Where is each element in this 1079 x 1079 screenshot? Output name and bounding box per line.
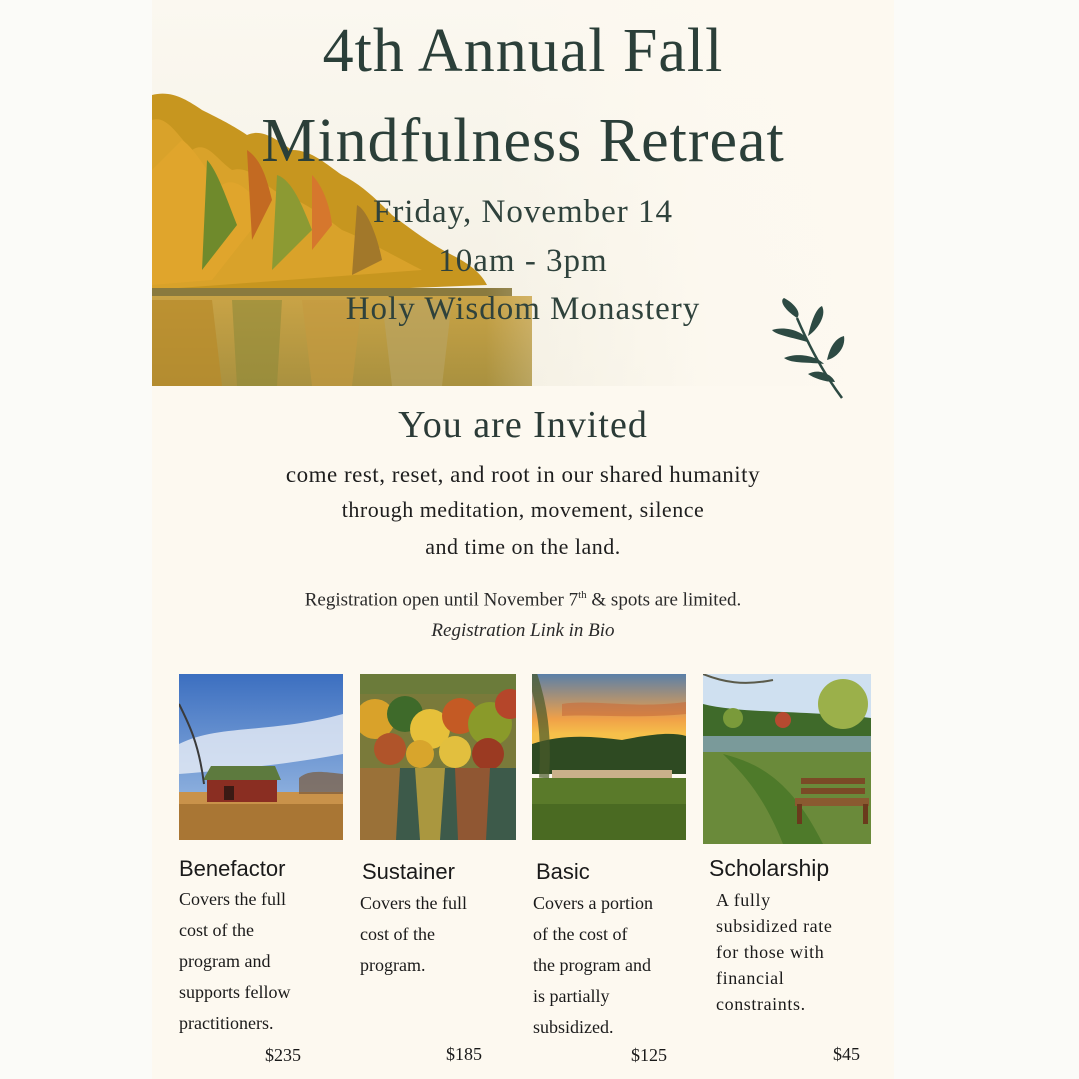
desc-line: for those with <box>716 942 825 962</box>
bench-pond-photo <box>703 674 871 844</box>
desc-line: financial <box>716 968 785 988</box>
lake-foliage-photo <box>360 674 516 840</box>
tier-sustainer <box>360 674 530 1074</box>
desc-line: program. <box>360 955 426 975</box>
barn-photo <box>179 674 343 840</box>
tier-name-sustainer: Sustainer <box>362 859 455 884</box>
invited-heading: You are Invited <box>398 404 648 446</box>
tier-name-scholarship: Scholarship <box>709 855 830 881</box>
desc-line: A fully <box>716 890 771 910</box>
registration-superscript: th <box>578 589 587 601</box>
desc-line: cost of the <box>179 920 254 940</box>
registration-link-note: Registration Link in Bio <box>431 620 615 641</box>
tier-scholarship <box>703 674 883 1074</box>
tier-desc-sustainer <box>360 888 467 981</box>
desc-line: Covers the full <box>179 889 286 909</box>
desc-line: of the cost of <box>533 924 628 944</box>
tier-price-scholarship: $45 <box>833 1044 860 1064</box>
registration-text-end: & spots are limited. <box>586 589 742 611</box>
tier-benefactor <box>179 674 349 1074</box>
event-date: Friday, November 14 <box>372 194 674 230</box>
event-time: 10am - 3pm <box>438 243 608 279</box>
desc-line: Covers the full <box>360 893 467 913</box>
desc-line: Covers a portion <box>533 893 653 913</box>
title-line-2: Mindfulness Retreat <box>261 107 785 175</box>
invite-line-2: through meditation, movement, silence <box>341 497 705 522</box>
desc-line: the program and <box>533 955 651 975</box>
tier-price-sustainer: $185 <box>446 1044 482 1064</box>
registration-notice <box>152 590 894 609</box>
leaf-branch-icon <box>772 298 852 407</box>
desc-line: program and <box>179 951 271 971</box>
tier-basic <box>532 674 702 1074</box>
title-line-1: 4th Annual Fall <box>322 17 724 85</box>
desc-line: supports fellow <box>179 982 291 1002</box>
tier-name-benefactor: Benefactor <box>179 856 286 881</box>
desc-line: subsidized rate <box>716 916 833 936</box>
tier-price-benefactor: $235 <box>265 1045 301 1065</box>
tier-desc-benefactor <box>179 884 291 1039</box>
registration-text: Registration open until November 7 <box>304 589 579 611</box>
desc-line: constraints. <box>716 994 806 1014</box>
sunset-meadow-photo <box>532 674 686 840</box>
desc-line: subsidized. <box>533 1017 614 1037</box>
tier-name-basic: Basic <box>536 859 590 884</box>
desc-line: practitioners. <box>179 1013 274 1033</box>
invite-line-1: come rest, reset, and root in our shared humanity <box>285 462 761 487</box>
event-location: Holy Wisdom Monastery <box>345 291 701 327</box>
retreat-poster <box>152 0 894 1079</box>
desc-line: is partially <box>533 986 610 1006</box>
tier-desc-basic <box>533 888 653 1043</box>
desc-line: cost of the <box>360 924 435 944</box>
tier-desc-scholarship <box>716 887 832 1017</box>
tier-price-basic: $125 <box>631 1045 667 1065</box>
invite-line-3: and time on the land. <box>425 534 621 559</box>
